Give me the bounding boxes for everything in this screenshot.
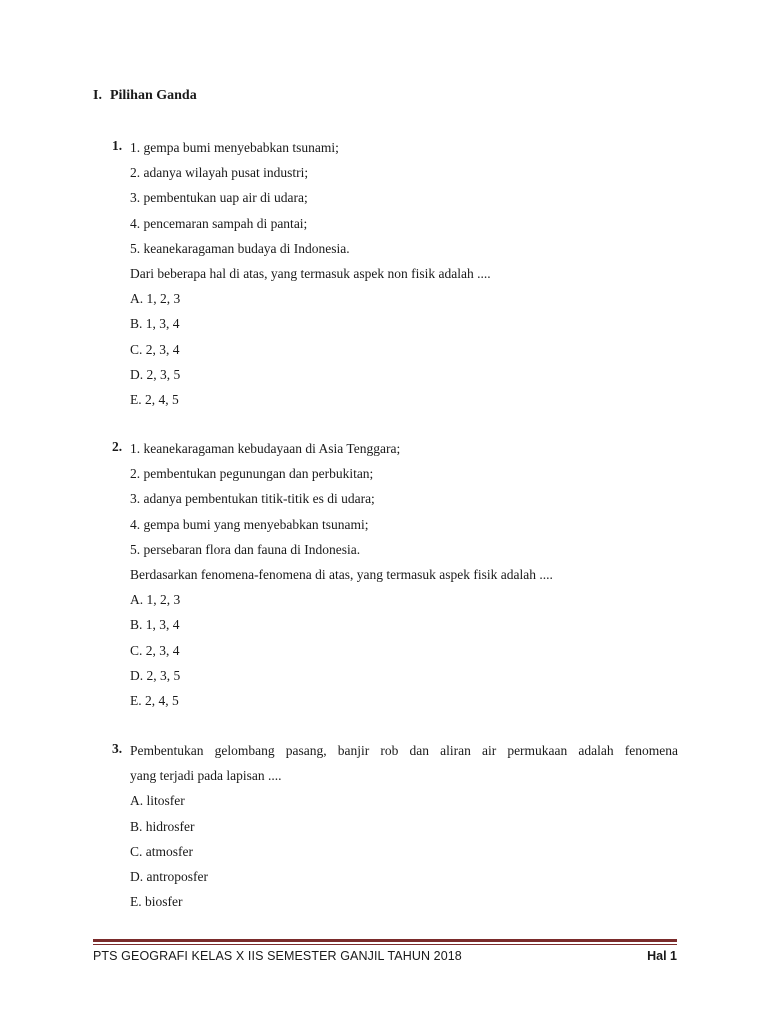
question-prompt: Berdasarkan fenomena-fenomena di atas, yang termasuk aspek fisik adalah ....	[130, 566, 553, 582]
answer-option-d: D. 2, 3, 5	[130, 667, 181, 683]
answer-option-a: A. 1, 2, 3	[130, 291, 181, 307]
statement-item: 3. adanya pembentukan titik-titik es di udara;	[130, 491, 375, 507]
statement-item: 5. keanekaragaman budaya di Indonesia.	[130, 240, 350, 256]
question-body	[130, 741, 678, 917]
question-number: 3.	[112, 741, 123, 756]
question-number: 1.	[112, 138, 123, 153]
footer-rule-thin	[93, 944, 677, 945]
answer-option-b: B. 1, 3, 4	[130, 316, 180, 332]
answer-option-c: C. 2, 3, 4	[130, 341, 180, 357]
statement-item: 2. pembentukan pegunungan dan perbukitan;	[130, 466, 374, 482]
section-number: I.	[93, 88, 102, 103]
question-number: 2.	[112, 439, 123, 454]
answer-option-a: A. litosfer	[130, 793, 185, 809]
statement-item: 4. pencemaran sampah di pantai;	[130, 215, 308, 231]
answer-option-b: B. 1, 3, 4	[130, 617, 180, 633]
answer-option-a: A. 1, 2, 3	[130, 592, 181, 608]
answer-option-c: C. atmosfer	[130, 843, 193, 859]
section-title: Pilihan Ganda	[109, 88, 197, 103]
answer-option-e: E. 2, 4, 5	[130, 391, 179, 407]
answer-option-b: B. hidrosfer	[130, 818, 195, 834]
question-1	[112, 138, 678, 415]
answer-option-d: D. 2, 3, 5	[130, 366, 181, 382]
answer-option-e: E. biosfer	[130, 894, 183, 910]
page-number: Hal 1	[647, 949, 677, 963]
section-heading	[93, 88, 197, 104]
statement-item: 4. gempa bumi yang menyebabkan tsunami;	[130, 516, 369, 532]
statement-item: 1. gempa bumi menyebabkan tsunami;	[130, 140, 339, 155]
question-body	[130, 439, 678, 716]
question-2	[112, 439, 678, 716]
answer-option-c: C. 2, 3, 4	[130, 642, 180, 658]
footer-title: PTS GEOGRAFI KELAS X IIS SEMESTER GANJIL TAHUN 2018	[93, 949, 462, 963]
answer-option-d: D. antroposfer	[130, 868, 208, 884]
footer-rule-thick	[93, 939, 677, 942]
question-prompt: Dari beberapa hal di atas, yang termasuk aspek non fisik adalah ....	[130, 265, 491, 281]
question-prompt-line-1: Pembentukan gelombang pasang, banjir rob dan aliran air permukaan adalah fenomena	[130, 743, 678, 758]
question-prompt-line-2: yang terjadi pada lapisan ....	[130, 768, 282, 784]
statement-item: 3. pembentukan uap air di udara;	[130, 190, 308, 206]
question-3	[112, 741, 678, 917]
statement-item: 1. keanekaragaman kebudayaan di Asia Tenggara;	[130, 441, 401, 456]
question-body	[130, 138, 678, 415]
statement-item: 2. adanya wilayah pusat industri;	[130, 165, 309, 181]
answer-option-e: E. 2, 4, 5	[130, 692, 179, 708]
statement-item: 5. persebaran flora dan fauna di Indonesia.	[130, 541, 361, 557]
